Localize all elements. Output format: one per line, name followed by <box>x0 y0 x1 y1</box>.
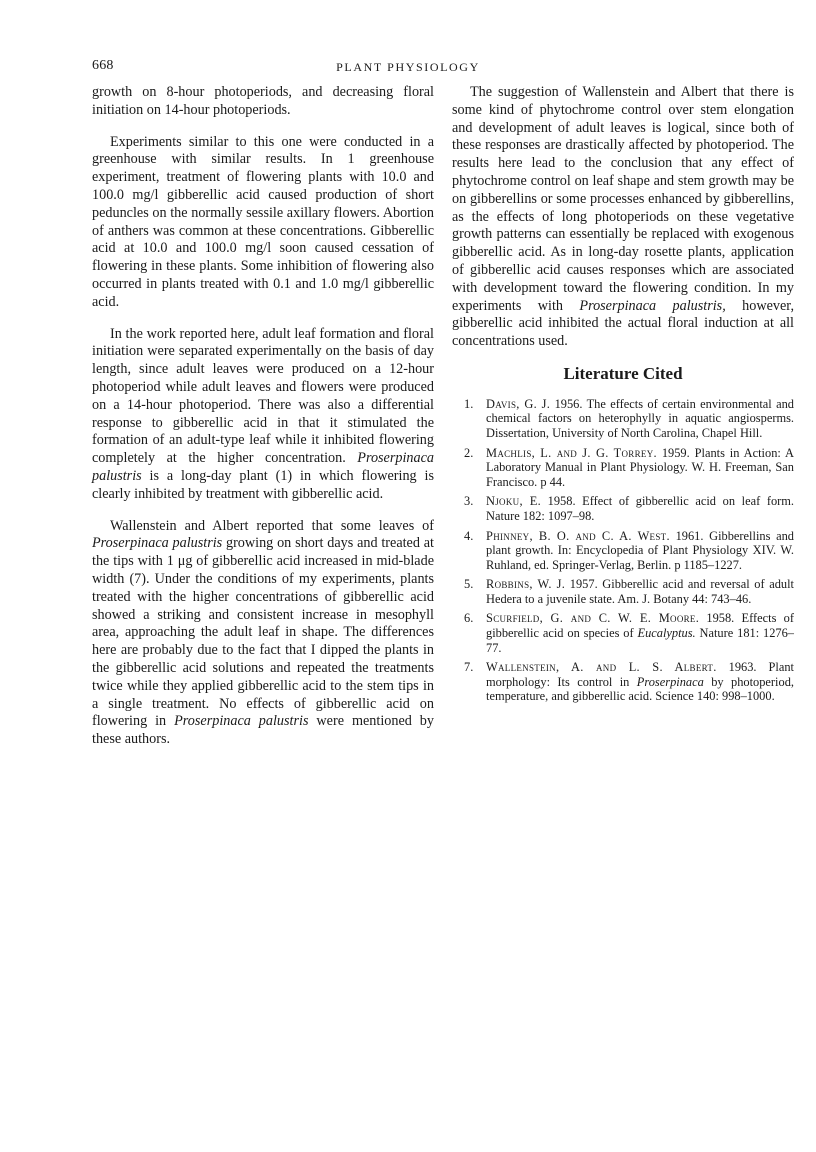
paragraph-day-length: In the work reported here, adult leaf formation and floral initiation were separated experimentally on the basis of day length, since adult leaves were produced on a 12-hour photoperiod while adult leaves and flowers were produced on a 14-hour photoperiod. There was also a differential response to gibberellic acid in that it stimulated the formation of an adult-type leaf while it inhibited flowering completely at the higher concentration. Proserpinaca palustris is a long-day plant (1) in which flowering is clearly inhibited by treatment with gibberellic acid. <box>92 325 434 502</box>
reference-item: 3. Njoku, E. 1958. Effect of gibberellic acid on leaf form. Nature 182: 1097–98. <box>464 494 795 523</box>
reference-author: Machlis, L. and J. G. Torrey. <box>486 445 657 460</box>
reference-item: 5. Robbins, W. J. 1957. Gibberellic acid and reversal of adult Hedera to a juvenile state. Am. J. Botany 44: 743–46. <box>464 577 794 606</box>
species-name: Proserpinaca palustris, <box>579 297 726 314</box>
reference-number: 5. <box>464 577 474 592</box>
paragraph-wallenstein: Wallenstein and Albert reported that some leaves of Proserpinaca palustris growing on short days and treated at the tips with 1 μg of gibberellic acid increased in mid-blade width (7). Under the conditions of my experiments, plants treated with the higher concentrations of gibberellic acid showed a striking and consistent increase in mesophyll area, approaching the adult leaf in shape. The differences here are probably due to the fact that I dipped the plants in the gibberellic acid solutions and repeated the treatments twice while they applied gibberellic acid to the stem tips in a single treatment. No effects of gibberellic acid on flowering in Proserpinaca palustris were mentioned by these authors. <box>92 517 434 748</box>
reference-author: Phinney, B. O. and C. A. West. <box>486 528 670 543</box>
species-name: Proserpinaca palustris <box>92 535 223 552</box>
species-name: Proserpinaca palustris <box>92 450 434 484</box>
reference-author: Wallenstein, A. and L. S. Albert. <box>486 660 717 675</box>
reference-author: Scurfield, G. and C. W. E. Moore. <box>486 611 700 626</box>
reference-item: 7. Wallenstein, A. and L. S. Albert. 1963. Plant morphology: Its control in Proserpinaca by photoperiod, temperature, and gibberellic acid. Science 140: 998–1000. <box>464 660 794 704</box>
species-name: Proserpinaca palustris <box>174 713 309 730</box>
reference-number: 1. <box>464 396 474 411</box>
reference-number: 6. <box>464 611 474 626</box>
species-name: Proserpinaca <box>636 674 704 689</box>
reference-number: 4. <box>464 528 474 543</box>
paragraph-phytochrome: The suggestion of Wallenstein and Albert that there is some kind of phytochrome control over stem elongation and development of adult leaves is logical, since both of these responses are drastically affected by photoperiod. The results here lead to the conclusion that any effect of phytochrome control on leaf shape and stem growth may be on gibberellins or some processes enhanced by gibberellins, as the effects of long photoperiods on these vegetative growth patterns can essentially be replaced with exogenous gibberellic acid. As in long-day rosette plants, application of gibberellic acid causes responses which are associated with development toward the flowering condition. In my experiments with Proserpinaca palustris, however, gibberellic acid inhibited the actual floral induction at all concentrations used. <box>452 84 794 350</box>
reference-author: Njoku, E. <box>486 494 542 509</box>
reference-author: Robbins, W. J. <box>486 577 566 592</box>
reference-number: 7. <box>464 660 474 675</box>
reference-item: 4. Phinney, B. O. and C. A. West. 1961. Gibberellins and plant growth. In: Encyclopedia of Plant Physiology XIV. W. Ruhland, ed. Springer-Verlag, Berlin. p 1185–1227. <box>464 528 794 572</box>
reference-item: 2. Machlis, L. and J. G. Torrey. 1959. Plants in Action: A Laboratory Manual in Plant Physiology. W. H. Freeman, San Francisco. p 44. <box>464 445 794 489</box>
right-column <box>452 84 794 709</box>
reference-author: Davis, G. J. <box>486 396 551 411</box>
running-head: PLANT PHYSIOLOGY <box>336 60 480 74</box>
reference-item: 6. Scurfield, G. and C. W. E. Moore. 1958. Effects of gibberellic acid on species of Eucalyptus. Nature 181: 1276–77. <box>464 611 794 655</box>
paragraph-continued: growth on 8-hour photoperiods, and decreasing floral initiation on 14-hour photoperiods. <box>92 84 434 118</box>
reference-list <box>452 397 794 704</box>
reference-number: 3. <box>464 494 474 509</box>
left-column <box>92 84 434 763</box>
paragraph-greenhouse: Experiments similar to this one were conducted in a greenhouse with similar results. In 1 greenhouse experiment, treatment of flowering plants with 10.0 and 100.0 mg/l gibberellic acid caused production of short peduncles on the normally sessile axillary flowers. Abortion of anthers was common at these concentrations. Gibberellic acid at 10.0 and 100.0 mg/l soon caused cessation of flowering in these plants. Some inhibition of flowering also occurred in plants treated with 0.1 and 1.0 mg/l gibberellic acid. <box>92 133 434 310</box>
section-title-literature-cited: Literature Cited <box>563 363 683 383</box>
reference-item: 1. Davis, G. J. 1956. The effects of certain environmental and chemical factors on heterophylly in aquatic angiosperms. Dissertation, University of North Carolina, Chapel Hill. <box>464 396 794 440</box>
page-number: 668 <box>92 58 114 73</box>
reference-number: 2. <box>464 445 474 460</box>
species-name: Eucalyptus. <box>637 626 696 641</box>
